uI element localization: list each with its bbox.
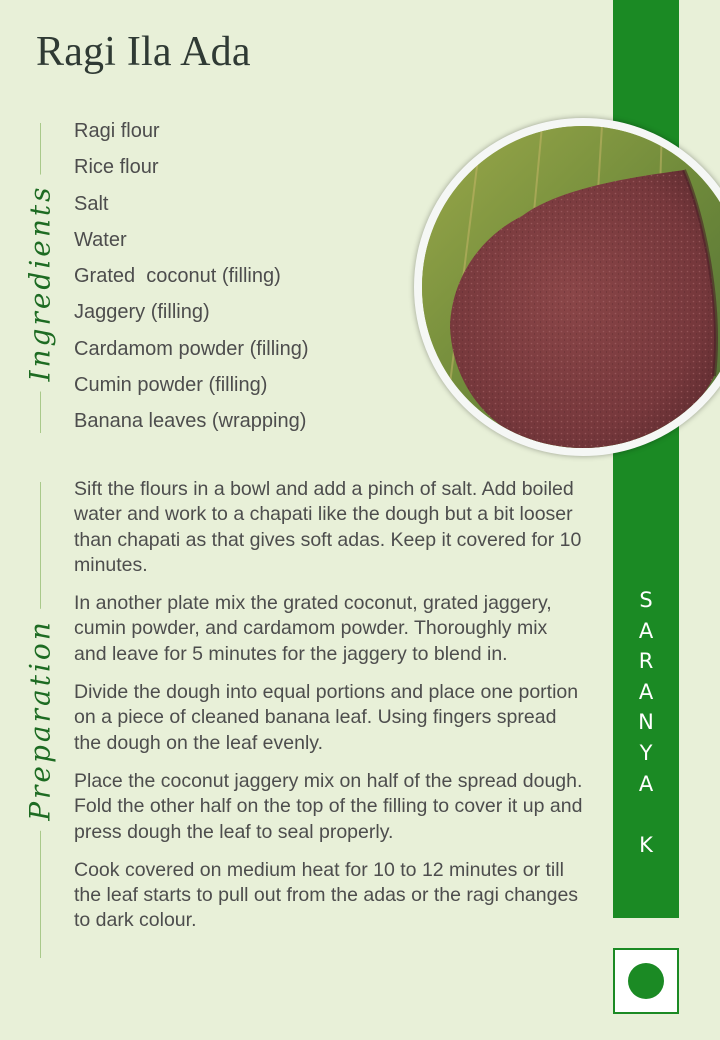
ragi-ada-photo xyxy=(414,118,720,456)
author-letter: N xyxy=(638,710,654,735)
author-letter: S xyxy=(639,588,653,612)
ingredient-item: Jaggery (filling) xyxy=(74,301,210,324)
ingredient-item: Cardamom powder (filling) xyxy=(74,337,309,360)
ingredient-item: Water xyxy=(74,228,127,251)
ingredient-item: Salt xyxy=(74,192,109,215)
author-letter: A xyxy=(638,771,654,796)
preparation-step: Divide the dough into equal portions and place one portion on a piece of cleaned banana leaf. Using fingers spread the dough on the leaf evenly. xyxy=(74,681,579,754)
ingredients-list xyxy=(74,116,309,443)
page-title: Ragi Ila Ada xyxy=(36,29,251,75)
preparation-step: Place the coconut jaggery mix on half of the spread dough. Fold the other half on the top of the filling to cover it up and press dough the leaf to seal properly. xyxy=(74,769,583,843)
ingredient-item: Ragi flour xyxy=(74,120,160,142)
veg-mark-dot xyxy=(628,963,664,999)
author-letter: Y xyxy=(639,740,653,765)
author-name xyxy=(613,585,679,860)
ingredient-item: Banana leaves (wrapping) xyxy=(74,410,307,433)
ingredient-item: Grated coconut (filling) xyxy=(74,265,281,288)
author-letter: A xyxy=(638,618,654,643)
preparation-step: Sift the flours in a bowl and add a pinch of salt. Add boiled water and work to a chapati like the dough but a bit looser than chapati as that gives soft adas. Keep it covered for 10 minutes. xyxy=(74,478,582,576)
preparation-label: Preparation xyxy=(24,609,57,831)
ingredient-item: Rice flour xyxy=(74,156,159,179)
preparation-step: Cook covered on medium heat for 10 to 12 minutes or till the leaf starts to pull out from the adas or the ragi changes to dark colour. xyxy=(74,858,579,932)
author-letter: A xyxy=(638,679,654,704)
author-letter: R xyxy=(638,649,654,674)
preparation-steps xyxy=(74,477,584,947)
veg-mark-icon xyxy=(613,948,679,1014)
preparation-step: In another plate mix the grated coconut, grated jaggery, cumin powder, and cardamom powder. Thoroughly mix and leave for 5 minutes for the jaggery to blend in. xyxy=(74,592,552,665)
ingredient-item: Cumin powder (filling) xyxy=(74,374,268,397)
ingredients-label: Ingredients xyxy=(24,174,57,391)
author-letter: K xyxy=(639,832,653,857)
